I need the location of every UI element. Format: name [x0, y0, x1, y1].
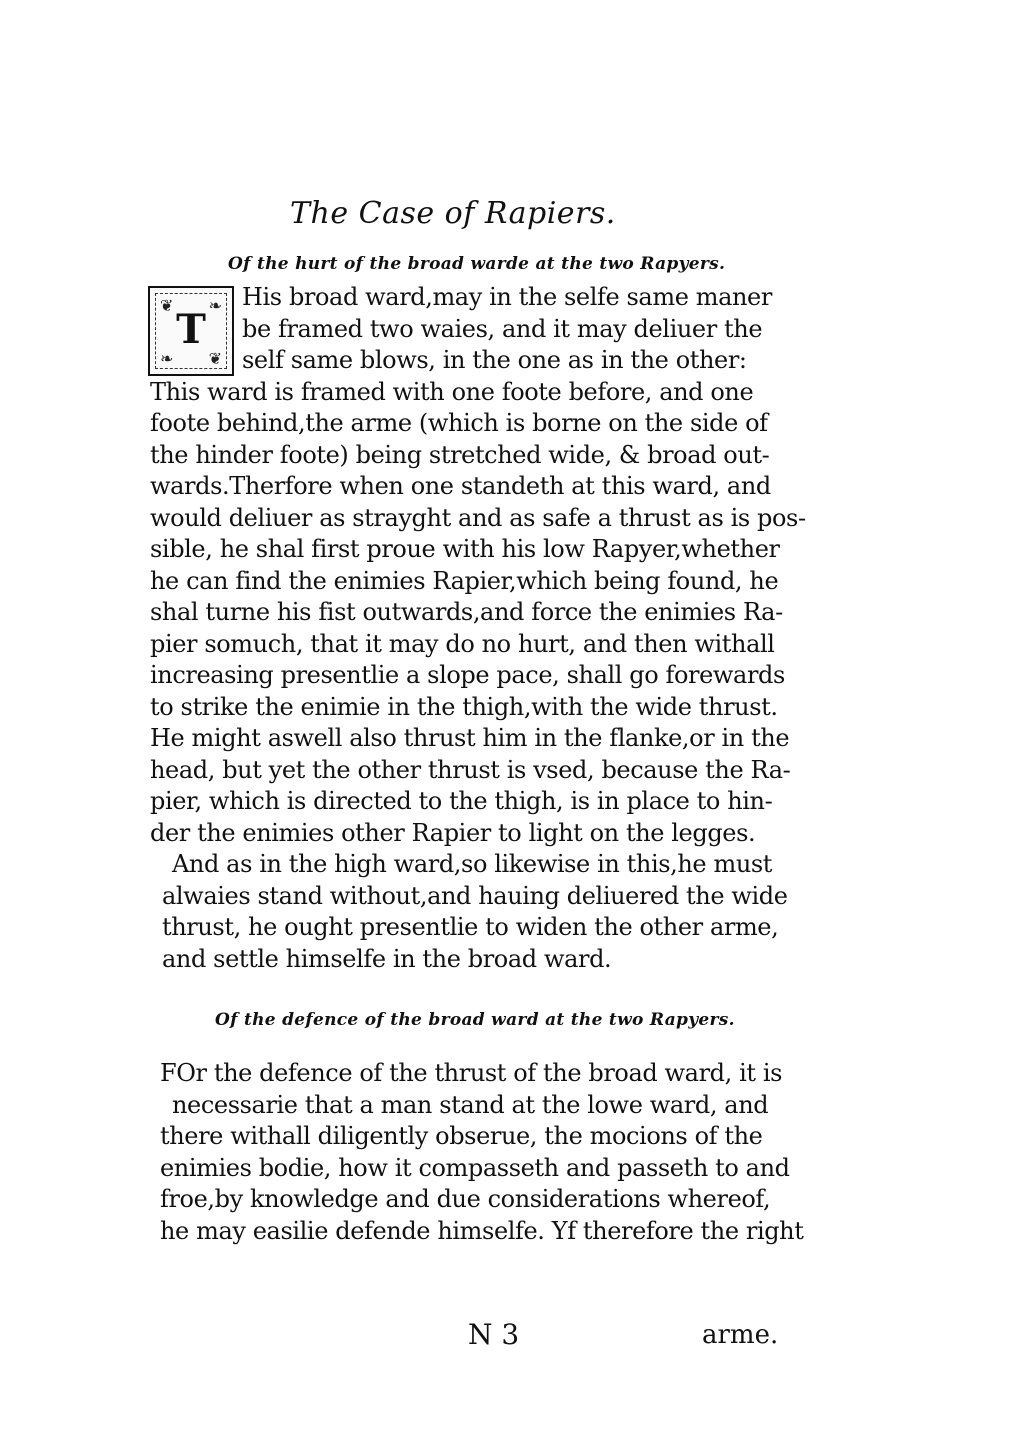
- catchword: arme.: [702, 1320, 779, 1350]
- text-line: der the enimies other Rapier to light on the legges.: [150, 818, 756, 847]
- text-line: would deliuer as strayght and as safe a thrust as is pos-: [150, 503, 806, 532]
- text-line: be framed two waies, and it may deliuer the: [242, 314, 763, 343]
- text-line: enimies bodie, how it compasseth and passeth to and: [160, 1153, 790, 1182]
- text-line: necessarie that a man stand at the lowe ward, and: [172, 1090, 769, 1119]
- initial-letter: T: [176, 306, 206, 353]
- text-line: FOr the defence of the thrust of the broad ward, it is: [160, 1059, 783, 1087]
- text-line: pier, which is directed to the thigh, is in place to hin-: [150, 787, 773, 815]
- text-line: foote behind,the arme (which is borne on the side of: [150, 409, 768, 437]
- ornament-icon: ❧: [208, 296, 222, 315]
- text-line: there withall diligently obserue, the mocions of the: [160, 1122, 763, 1150]
- text-line: pier somuch, that it may do no hurt, and then withall: [150, 629, 775, 658]
- running-title: The Case of Rapiers.: [290, 196, 616, 231]
- section-2-body: [160, 1058, 804, 1247]
- text-line: he can find the enimies Rapier,which being found, he: [150, 566, 779, 595]
- section-heading-hurt: Of the hurt of the broad warde at the two Rapyers.: [228, 254, 726, 274]
- signature-mark: N 3: [468, 1318, 520, 1351]
- text-line: He might aswell also thrust him in the flanke,or in the: [150, 724, 790, 752]
- text-line: shal turne his fist outwards,and force the enimies Ra-: [150, 598, 783, 626]
- text-line: froe,by knowledge and due considerations whereof,: [160, 1185, 771, 1213]
- text-line: thrust, he ought presentlie to widen the other arme,: [162, 913, 779, 941]
- text-line: to strike the enimie in the thigh,with the wide thrust.: [150, 692, 778, 721]
- text-line: increasing presentlie a slope pace, shall go forewards: [150, 661, 785, 689]
- ornament-icon: ❦: [160, 296, 174, 315]
- text-line: This ward is framed with one foote before, and one: [150, 377, 754, 406]
- page-footer: [150, 1318, 779, 1358]
- text-line: sible, he shal first proue with his low Rapyer,whether: [150, 535, 780, 563]
- text-line: and settle himselfe in the broad ward.: [162, 944, 612, 973]
- ornament-icon: ❧: [160, 349, 174, 368]
- text-line: head, but yet the other thrust is vsed, because the Ra-: [150, 755, 791, 784]
- text-line: the hinder foote) being stretched wide, & broad out-: [150, 440, 770, 469]
- text-line: And as in the high ward,so likewise in this,he must: [172, 850, 773, 878]
- text-line: self same blows, in the one as in the other:: [242, 346, 747, 374]
- ornament-icon: ❦: [208, 349, 222, 368]
- text-line: he may easilie defende himselfe. Yf therefore the right: [160, 1216, 804, 1245]
- text-line: His broad ward,may in the selfe same maner: [242, 283, 772, 311]
- section-heading-defence: Of the defence of the broad ward at the two Rapyers.: [215, 1010, 735, 1030]
- section-1-body: [150, 282, 806, 975]
- text-line: alwaies stand without,and hauing deliuered the wide: [162, 881, 788, 910]
- text-line: wards.Therfore when one standeth at this ward, and: [150, 472, 771, 500]
